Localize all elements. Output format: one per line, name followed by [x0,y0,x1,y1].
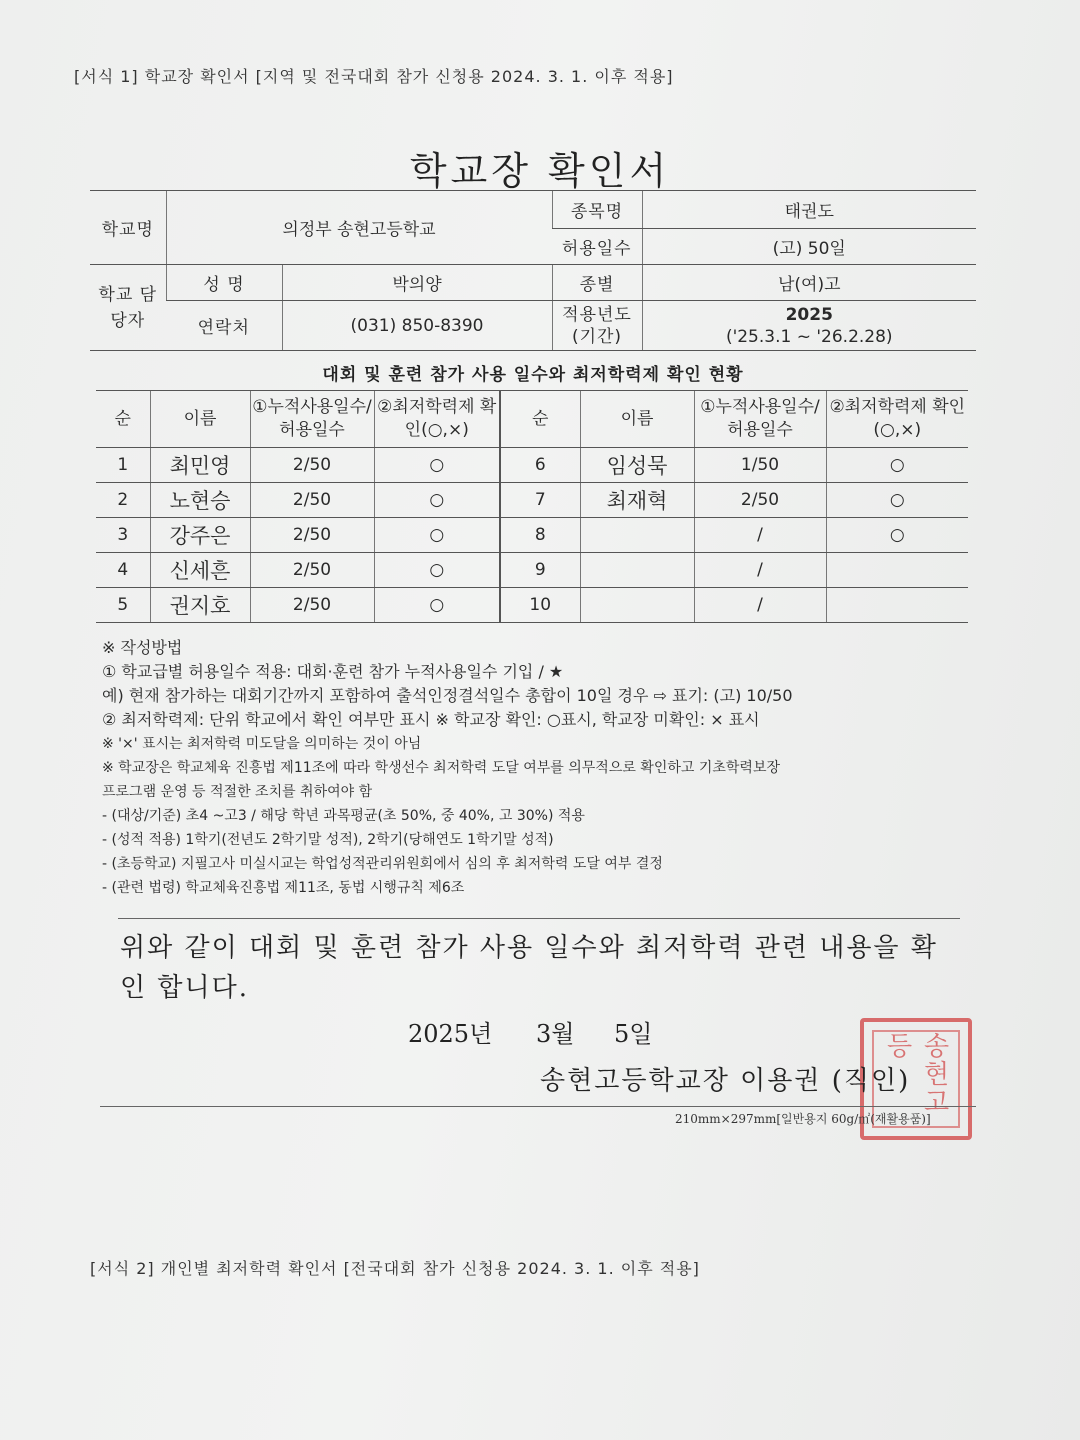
note-line: - (관련 법령) 학교체육진흥법 제11조, 동법 시행규칙 제6조 [102,880,465,896]
days-value: (고) 50일 [642,229,976,265]
date-year: 2025년 [408,1020,493,1048]
note-line: - (초등학교) 지필고사 미실시교는 학업성적관리위원회에서 심의 후 최저학력 도달 여부 결정 [102,856,663,872]
row-number: 3 [96,518,150,553]
student-name: 권지호 [150,588,250,623]
academic-check [826,553,968,588]
header-cell: 이름 [580,391,694,448]
used-days: 1/50 [694,448,826,483]
status-table [96,390,968,623]
info-table [90,190,976,351]
row-number: 1 [96,448,150,483]
name-label: 성 명 [166,265,282,301]
header-cell: 이름 [150,391,250,448]
principal-signature: 송현고등학교장 이용권 (직인) [540,1066,911,1096]
used-days: 2/50 [250,448,374,483]
date-day: 5일 [614,1020,653,1048]
note-line: ※ 작성방법 [102,638,183,657]
academic-check: ○ [374,553,500,588]
student-name: 최재혁 [580,483,694,518]
school-value: 의정부 송현고등학교 [166,191,552,265]
form2-label: [서식 2] 개인별 최저학력 확인서 [전국대회 참가 신청용 2024. 3. 1. 이후 적용] [90,1259,700,1278]
section-title: 대회 및 훈련 참가 사용 일수와 최저학력제 확인 현황 [322,365,744,385]
row-number: 5 [96,588,150,623]
confirmation-text: 위와 같이 대회 및 훈련 참가 사용 일수와 최저학력 관련 내용을 확인 합니다. [120,933,938,1003]
table-row [96,518,968,553]
student-name: 최민영 [150,448,250,483]
used-days: / [694,518,826,553]
academic-check [826,588,968,623]
note-line: - (성적 적용) 1학기(전년도 2학기말 성적), 2학기(당해연도 1학기말 성적) [102,832,554,848]
seal-text: 송현고등 [872,1030,960,1128]
row-number: 6 [500,448,580,483]
student-name [580,518,694,553]
writing-instructions [102,636,982,900]
gender-label: 종별 [552,265,642,301]
used-days: 2/50 [250,518,374,553]
used-days: 2/50 [250,483,374,518]
table-row [96,448,968,483]
note-line: ※ 학교장은 학교체육 진흥법 제11조에 따라 학생선수 최저학력 도달 여부를 의무적으로 확인하고 기초학력보장 [102,760,781,776]
header-cell: ②최저학력제 확인(○,×) [826,391,968,448]
note-line: - (대상/기준) 초4 ~고3 / 해당 학년 과목평균(초 50%, 중 40%, 고 30%) 적용 [102,808,585,824]
event-value: 태권도 [642,191,976,229]
student-name: 강주은 [150,518,250,553]
student-name: 노현승 [150,483,250,518]
header-cell: 순 [96,391,150,448]
event-label: 종목명 [552,191,642,229]
name-value: 박의양 [282,265,552,301]
header-cell: ①누적사용일수/ 허용일수 [250,391,374,448]
period-value: ('25.3.1 ~ '26.2.28) [725,326,893,347]
header-cell: 순 [500,391,580,448]
contact-label: 연락처 [166,301,282,351]
form1-label: [서식 1] 학교장 확인서 [지역 및 전국대회 참가 신청용 2024. 3. 1. 이후 적용] [74,67,674,86]
academic-check: ○ [826,518,968,553]
student-name [580,553,694,588]
year-label: 적용년도 (기간) [552,301,642,351]
used-days: / [694,588,826,623]
divider [118,918,960,919]
note-line: ② 최저학력제: 단위 학교에서 확인 여부만 표시 ※ 학교장 확인: ○표시, 학교장 미확인: × 표시 [102,710,760,729]
used-days: 2/50 [250,588,374,623]
used-days: / [694,553,826,588]
note-line: ※ '×' 표시는 최저학력 미도달을 의미하는 것이 아님 [102,736,422,752]
student-name: 신세흔 [150,553,250,588]
days-label: 허용일수 [552,229,642,265]
academic-check: ○ [374,483,500,518]
student-name [580,588,694,623]
academic-check: ○ [374,518,500,553]
divider [100,1106,976,1107]
paper-size-note: 210mm×297mm[일반용지 60g/㎡(재활용품)] [675,1112,931,1126]
table-row [96,483,968,518]
date-month: 3월 [536,1020,575,1048]
gender-value: 남(여)고 [642,265,976,301]
table-row [96,553,968,588]
row-number: 9 [500,553,580,588]
academic-check: ○ [826,483,968,518]
header-cell: ①누적사용일수/ 허용일수 [694,391,826,448]
row-number: 10 [500,588,580,623]
contact-value: (031) 850-8390 [282,301,552,351]
student-name: 임성묵 [580,448,694,483]
year-value: 2025 [785,304,833,325]
header-cell: ②최저학력제 확인(○,×) [374,391,500,448]
academic-check: ○ [826,448,968,483]
row-number: 7 [500,483,580,518]
school-label: 학교명 [90,191,166,265]
note-line: ① 학교급별 허용일수 적용: 대회·훈련 참가 누적사용일수 기입 / ★ [102,662,564,681]
used-days: 2/50 [694,483,826,518]
academic-check: ○ [374,588,500,623]
row-number: 2 [96,483,150,518]
used-days: 2/50 [250,553,374,588]
year-cell [642,301,976,351]
academic-check: ○ [374,448,500,483]
table-header-row [96,391,968,448]
note-line: 예) 현재 참가하는 대회기간까지 포함하여 출석인정결석일수 총합이 10일 경우 ⇨ 표기: (고) 10/50 [102,686,793,705]
document-title: 학교장 확인서 [409,149,671,193]
row-number: 8 [500,518,580,553]
manager-label: 학교 담당자 [90,265,166,351]
note-line: 프로그램 운영 등 적절한 조치를 취하여야 함 [102,784,373,800]
row-number: 4 [96,553,150,588]
table-row [96,588,968,623]
